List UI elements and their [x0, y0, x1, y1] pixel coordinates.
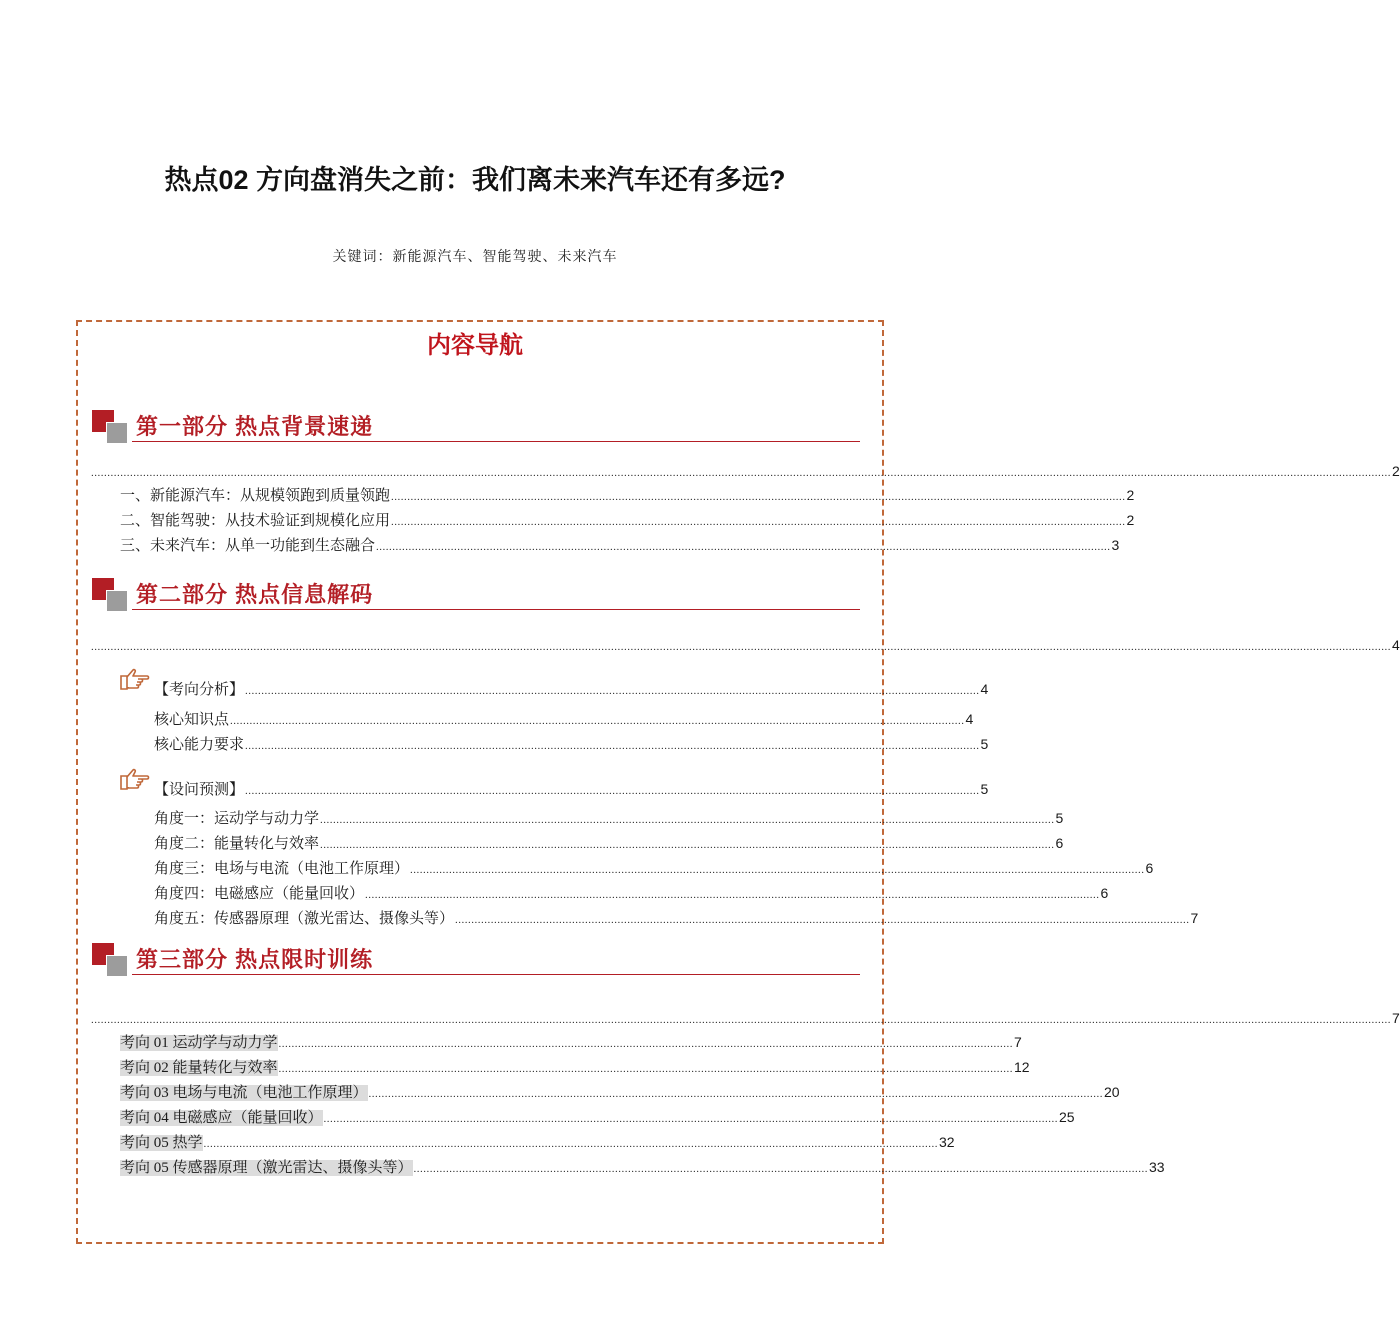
toc-page-number: 25	[1059, 1109, 1075, 1125]
pointing-hand-icon	[119, 666, 151, 692]
toc-entry[interactable]: 核心知识点 .................................................................................................................................................................................................................................. 4	[154, 708, 862, 730]
toc-entry-label: 考向 02 能量转化与效率	[120, 1060, 278, 1076]
toc-page-number: 2	[1126, 487, 1135, 503]
part1-heading: 第一部分 热点背景速递	[136, 414, 374, 439]
toc-entry-label: 角度三：电场与电流（电池工作原理）	[154, 861, 410, 877]
toc-page-number: 6	[1100, 885, 1109, 901]
part3-rule	[132, 974, 860, 975]
toc-entry[interactable]: 三、未来汽车：从单一功能到生态融合 .................................................................................................................................................................................................................................. 3	[120, 534, 862, 556]
toc-entry-label: 考向 01 运动学与动力学	[120, 1035, 278, 1051]
toc-page-number: 5	[1055, 810, 1064, 826]
toc-page-number: 7	[1392, 1010, 1400, 1026]
toc-page-number: 7	[1190, 910, 1199, 926]
toc-entry-label: 一、新能源汽车：从规模领跑到质量领跑	[120, 488, 391, 504]
toc-page-number: 6	[1055, 835, 1064, 851]
part3-heading: 第三部分 热点限时训练	[136, 947, 374, 972]
toc-entry[interactable]: 角度三：电场与电流（电池工作原理） .................................................................................................................................................................................................................................. 6	[154, 857, 862, 879]
toc-page-number: 4	[980, 681, 989, 697]
toc-page-number: 2	[1392, 463, 1400, 479]
toc-entry-label: 核心能力要求	[154, 737, 245, 753]
toc-entry-label: 角度四：电磁感应（能量回收）	[154, 886, 365, 902]
section-marker-gray	[106, 590, 128, 612]
toc-page-number: 4	[1392, 637, 1400, 653]
toc-entry-label: 考向 05 传感器原理（激光雷达、摄像头等）	[120, 1160, 413, 1176]
section-marker-gray	[106, 955, 128, 977]
part2-rule	[132, 609, 860, 610]
toc-page-number: 2	[1126, 512, 1135, 528]
part2-header	[92, 578, 860, 612]
keywords-line: 关键词：新能源汽车、智能驾驶、未来汽车	[332, 250, 618, 265]
toc-entry[interactable]: 角度二：能量转化与效率 .................................................................................................................................................................................................................................. 6	[154, 832, 862, 854]
toc-entry[interactable]: 角度四：电磁感应（能量回收） .................................................................................................................................................................................................................................. 6	[154, 882, 862, 904]
content-nav-title: 内容导航	[427, 332, 523, 359]
toc-entry-label: 角度二：能量转化与效率	[154, 836, 320, 852]
toc-entry[interactable]: 考向 05 热学 .................................................................................................................................................................................................................................. 32	[120, 1131, 862, 1153]
toc-entry-label: 考向 05 热学	[120, 1135, 203, 1151]
toc-entry-part2[interactable]: ................................................................................................................................................................................................................................................................................................................................................................................................................ 4	[90, 634, 862, 656]
toc-entry[interactable]: 考向 02 能量转化与效率 .................................................................................................................................................................................................................................. 12	[120, 1056, 862, 1078]
toc-entry[interactable]: 一、新能源汽车：从规模领跑到质量领跑 .................................................................................................................................................................................................................................. 2	[120, 484, 862, 506]
toc-group-entry[interactable]: 【考向分析】 .................................................................................................................................................................................................................................. 4	[154, 678, 862, 700]
pointing-hand-icon	[119, 766, 151, 792]
toc-group-label: 【考向分析】	[154, 682, 245, 698]
toc-entry[interactable]: 考向 04 电磁感应（能量回收） .................................................................................................................................................................................................................................. 25	[120, 1106, 862, 1128]
toc-page-number: 12	[1014, 1059, 1030, 1075]
toc-entry-part1[interactable]: ................................................................................................................................................................................................................................................................................................................................................................................................................ 2	[90, 460, 862, 482]
toc-entry[interactable]: 核心能力要求 .................................................................................................................................................................................................................................. 5	[154, 733, 862, 755]
toc-entry[interactable]: 考向 05 传感器原理（激光雷达、摄像头等） .................................................................................................................................................................................................................................. 33	[120, 1156, 862, 1178]
toc-entry-label: 二、智能驾驶：从技术验证到规模化应用	[120, 513, 391, 529]
toc-entry-label: 考向 03 电场与电流（电池工作原理）	[120, 1085, 368, 1101]
part2-heading: 第二部分 热点信息解码	[136, 582, 374, 607]
toc-entry[interactable]: 考向 01 运动学与动力学 .................................................................................................................................................................................................................................. 7	[120, 1031, 862, 1053]
toc-entry-label: 角度一：运动学与动力学	[154, 811, 320, 827]
toc-entry-part3[interactable]: ................................................................................................................................................................................................................................................................................................................................................................................................................ 7	[90, 1007, 862, 1029]
toc-page-number: 32	[939, 1134, 955, 1150]
toc-page-number: 33	[1149, 1159, 1165, 1175]
toc-page-number: 20	[1104, 1084, 1120, 1100]
part1-rule	[132, 441, 860, 442]
page-title: 热点02 方向盘消失之前：我们离未来汽车还有多远?	[164, 165, 786, 195]
toc-page-number: 5	[980, 781, 989, 797]
toc-page-number: 7	[1014, 1034, 1022, 1050]
toc-page-number: 3	[1111, 537, 1120, 553]
toc-page-number: 5	[980, 736, 989, 752]
toc-page-number: 4	[965, 711, 974, 727]
toc-entry[interactable]: 角度一：运动学与动力学 .................................................................................................................................................................................................................................. 5	[154, 807, 862, 829]
toc-entry[interactable]: 角度五：传感器原理（激光雷达、摄像头等） .................................................................................................................................................................................................................................. 7	[154, 907, 862, 929]
toc-entry-label: 三、未来汽车：从单一功能到生态融合	[120, 538, 376, 554]
toc-entry-label: 考向 04 电磁感应（能量回收）	[120, 1110, 323, 1126]
toc-group-entry[interactable]: 【设问预测】 .................................................................................................................................................................................................................................. 5	[154, 778, 862, 800]
toc-entry-label: 核心知识点	[154, 712, 230, 728]
toc-entry[interactable]: 二、智能驾驶：从技术验证到规模化应用 .................................................................................................................................................................................................................................. 2	[120, 509, 862, 531]
toc-page-number: 6	[1145, 860, 1154, 876]
toc-entry[interactable]: 考向 03 电场与电流（电池工作原理） .................................................................................................................................................................................................................................. 20	[120, 1081, 862, 1103]
toc-entry-label: 角度五：传感器原理（激光雷达、摄像头等）	[154, 911, 455, 927]
toc-group-label: 【设问预测】	[154, 782, 245, 798]
part1-header	[92, 410, 860, 444]
part3-header	[92, 943, 860, 977]
section-marker-gray	[106, 422, 128, 444]
